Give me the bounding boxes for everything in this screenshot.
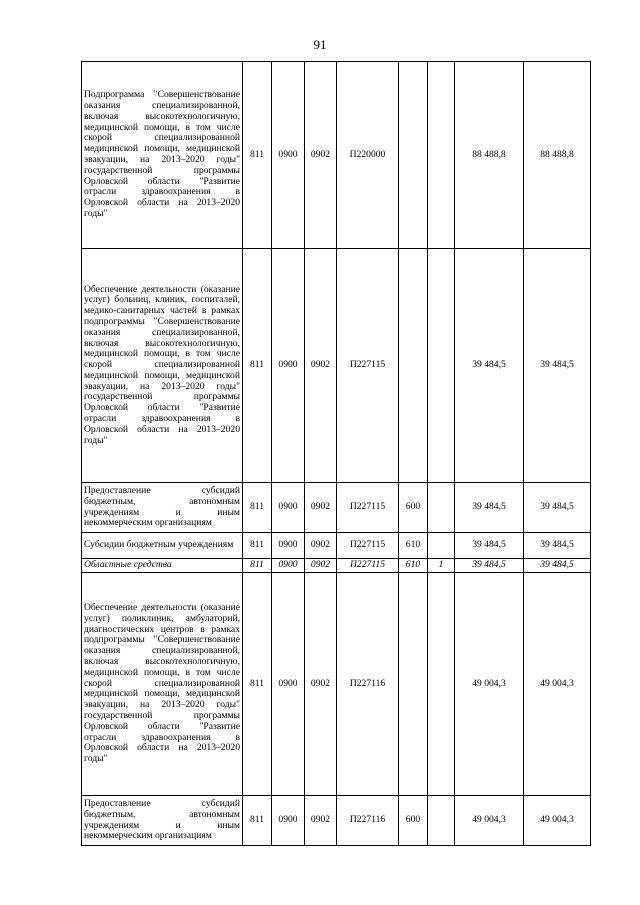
cell-ministry-code: 811 — [243, 573, 272, 796]
cell-target-article: П220000 — [337, 62, 399, 249]
cell-subsection-code: 0902 — [305, 62, 337, 249]
cell-amount-total: 49 004,3 — [524, 573, 591, 796]
cell-ministry-code: 811 — [243, 483, 272, 533]
cell-amount-total: 39 484,5 — [524, 559, 591, 573]
table-row — [82, 62, 591, 249]
cell-target-article: П227115 — [337, 483, 399, 533]
cell-amount: 39 484,5 — [455, 249, 524, 483]
table-row — [82, 533, 591, 559]
cell-ministry-code: 811 — [243, 559, 272, 573]
cell-ministry-code: 811 — [243, 796, 272, 846]
cell-amount-total: 39 484,5 — [524, 483, 591, 533]
cell-section-code: 0900 — [272, 559, 305, 573]
row-description: Предоставление субсидий бюджетным, автономным учреждениям и иным некоммерческим организациям — [82, 483, 243, 533]
cell-section-code: 0900 — [272, 62, 305, 249]
cell-subsection-code: 0902 — [305, 249, 337, 483]
cell-amount-total: 39 484,5 — [524, 533, 591, 559]
cell-amount: 39 484,5 — [455, 483, 524, 533]
cell-target-article: П227116 — [337, 573, 399, 796]
cell-expense-type: 600 — [399, 796, 428, 846]
cell-amount: 49 004,3 — [455, 573, 524, 796]
row-description: Обеспечение деятельности (оказание услуг) поликлиник, амбулаторий, диагностических центров в рамках подпрограммы "Совершенствование оказания специализированной, включая высокотехнологичную, медицинской помощи, в том числе скорой специализированной медицинской помощи, медицинской эвакуации, на 2013–2020 годы" государственной программы Орловской области "Развитие отрасли здравоохранения в Орловской области на 2013–2020 годы" — [82, 573, 243, 796]
cell-expense-type: 600 — [399, 483, 428, 533]
cell-section-code: 0900 — [272, 573, 305, 796]
cell-amount-total: 49 004,3 — [524, 796, 591, 846]
cell-section-code: 0900 — [272, 483, 305, 533]
cell-funding-source — [428, 573, 455, 796]
table-row — [82, 249, 591, 483]
row-description: Предоставление субсидий бюджетным, автономным учреждениям и иным некоммерческим организациям — [82, 796, 243, 846]
cell-funding-source — [428, 249, 455, 483]
page-number: 91 — [313, 37, 327, 52]
table-row — [82, 573, 591, 796]
row-description: Субсидии бюджетным учреждениям — [82, 533, 243, 559]
cell-amount-total: 39 484,5 — [524, 249, 591, 483]
cell-amount: 49 004,3 — [455, 796, 524, 846]
table-row — [82, 796, 591, 846]
table-row — [82, 483, 591, 533]
row-description: Подпрограмма "Совершенствование оказания специализированной, включая высокотехнологичную, медицинской помощи, в том числе скорой специализированной медицинской помощи, медицинской эвакуации, на 2013–2020 годы" государственной программы Орловской области "Развитие отрасли здравоохранения в Орловской области на 2013–2020 годы" — [82, 62, 243, 249]
cell-section-code: 0900 — [272, 796, 305, 846]
cell-expense-type — [399, 249, 428, 483]
cell-ministry-code: 811 — [243, 249, 272, 483]
row-description: Обеспечение деятельности (оказание услуг) больниц, клиник, госпиталей, медико-санитарных частей в рамках подпрограммы "Совершенствование оказания специализированной, включая высокотехнологичную, медицинской помощи, в том числе скорой специализированной медицинской помощи, медицинской эвакуации, на 2013–2020 годы" государственной программы Орловской области "Развитие отрасли здравоохранения в Орловской области на 2013–2020 годы" — [82, 249, 243, 483]
cell-amount: 88 488,8 — [455, 62, 524, 249]
cell-section-code: 0900 — [272, 249, 305, 483]
cell-expense-type — [399, 62, 428, 249]
cell-target-article: П227115 — [337, 559, 399, 573]
cell-subsection-code: 0902 — [305, 483, 337, 533]
cell-target-article: П227115 — [337, 533, 399, 559]
cell-subsection-code: 0902 — [305, 533, 337, 559]
cell-ministry-code: 811 — [243, 533, 272, 559]
cell-section-code: 0900 — [272, 533, 305, 559]
cell-subsection-code: 0902 — [305, 559, 337, 573]
budget-table — [81, 61, 591, 846]
cell-funding-source — [428, 62, 455, 249]
cell-subsection-code: 0902 — [305, 573, 337, 796]
cell-amount: 39 484,5 — [455, 559, 524, 573]
cell-amount-total: 88 488,8 — [524, 62, 591, 249]
cell-funding-source — [428, 483, 455, 533]
cell-funding-source — [428, 796, 455, 846]
cell-subsection-code: 0902 — [305, 796, 337, 846]
cell-funding-source: 1 — [428, 559, 455, 573]
row-description: Областные средства — [82, 559, 243, 573]
cell-target-article: П227115 — [337, 249, 399, 483]
cell-expense-type: 610 — [399, 533, 428, 559]
cell-target-article: П227116 — [337, 796, 399, 846]
cell-expense-type — [399, 573, 428, 796]
cell-expense-type: 610 — [399, 559, 428, 573]
cell-ministry-code: 811 — [243, 62, 272, 249]
cell-amount: 39 484,5 — [455, 533, 524, 559]
cell-funding-source — [428, 533, 455, 559]
table-row — [82, 559, 591, 573]
